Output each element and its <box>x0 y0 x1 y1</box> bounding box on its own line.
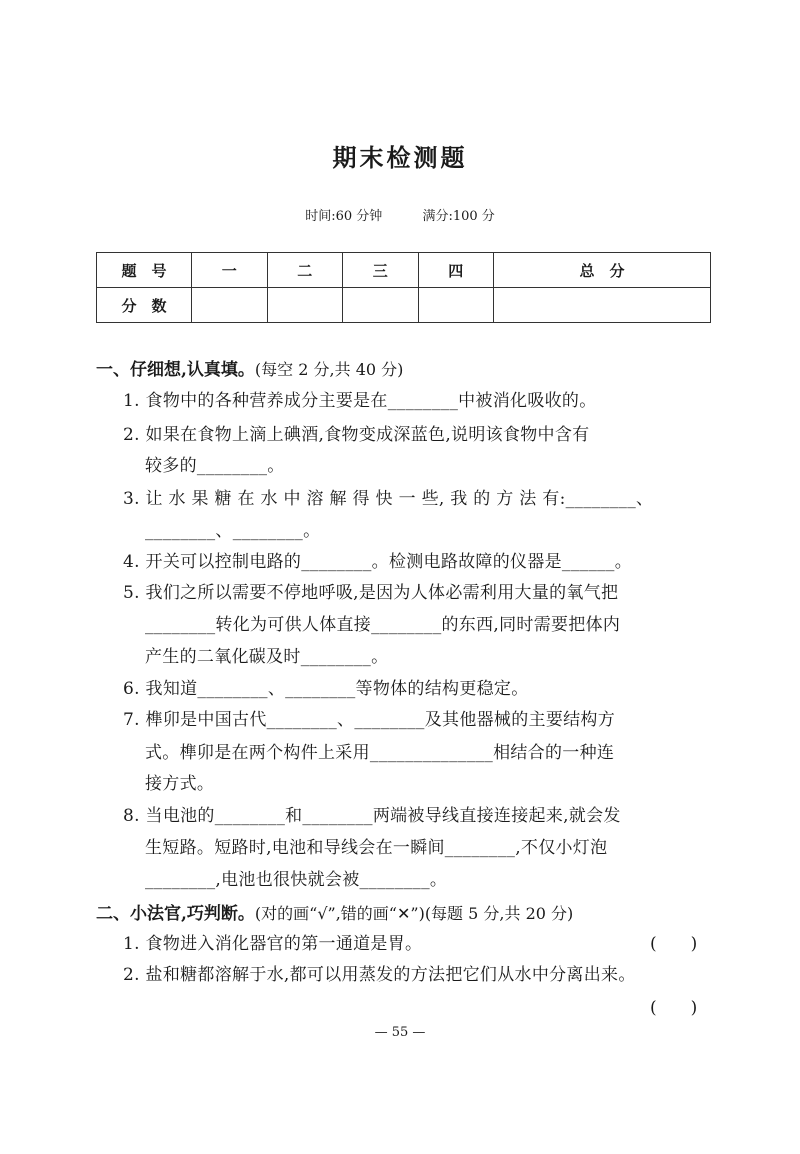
score-cell[interactable] <box>192 288 268 323</box>
score-table <box>96 252 711 323</box>
score-table-score-row <box>97 288 711 323</box>
score-table-header-row <box>97 253 711 288</box>
question-1-7-cont2: 接方式。 <box>145 774 215 794</box>
table-cell: 分 数 <box>97 288 192 323</box>
question-1-8: 8. 当电池的________和________两端被导线直接连接起来,就会发 <box>123 806 621 826</box>
section-2-title: 二、小法官,巧判断。 <box>96 904 255 924</box>
section-2-note: (对的画“√”,错的画“✕”)(每题 5 分,共 20 分) <box>254 904 574 923</box>
section-1-note: (每空 2 分,共 40 分) <box>254 360 404 379</box>
question-1-3: 3. 让 水 果 糖 在 水 中 溶 解 得 快 一 些, 我 的 方 法 有:________、 <box>123 489 654 509</box>
question-2-1: 1. 食物进入消化器官的第一通道是胃。 <box>123 934 423 954</box>
question-1-2: 2. 如果在食物上滴上碘酒,食物变成深蓝色,说明该食物中含有 <box>123 425 590 445</box>
table-cell: 三 <box>343 253 419 288</box>
question-1-7-cont: 式。榫卯是在两个构件上采用______________相结合的一种连 <box>145 743 615 763</box>
question-1-4: 4. 开关可以控制电路的________。检测电路故障的仪器是______。 <box>123 552 633 572</box>
question-1-8-cont: 生短路。短路时,电池和导线会在一瞬间________,不仅小灯泡 <box>145 838 608 858</box>
question-1-8-cont2: ________,电池也很快就会被________。 <box>145 870 448 890</box>
page-title: 期末检测题 <box>332 143 468 172</box>
table-cell: 四 <box>418 253 494 288</box>
question-1-3-cont: ________、________。 <box>145 521 321 541</box>
question-1-6: 6. 我知道________、________等物体的结构更稳定。 <box>123 679 529 699</box>
section-1-heading <box>96 355 403 380</box>
answer-bracket[interactable]: ( ) <box>650 998 698 1018</box>
table-cell: 总 分 <box>494 253 711 288</box>
score-cell[interactable] <box>494 288 711 323</box>
question-1-7: 7. 榫卯是中国古代________、________及其他器械的主要结构方 <box>123 710 616 730</box>
table-cell: 二 <box>267 253 343 288</box>
exam-info <box>0 205 800 224</box>
score-cell[interactable] <box>267 288 343 323</box>
question-1-5: 5. 我们之所以需要不停地呼吸,是因为人体必需利用大量的氧气把 <box>123 583 619 603</box>
question-2-2: 2. 盐和糖都溶解于水,都可以用蒸发的方法把它们从水中分离出来。 <box>123 965 636 985</box>
section-1-title: 一、仔细想,认真填。 <box>96 360 255 380</box>
question-1-5-cont: ________转化为可供人体直接________的东西,同时需要把体内 <box>145 615 621 635</box>
table-cell: 题 号 <box>97 253 192 288</box>
time-limit: 时间:60 分钟 <box>305 209 383 224</box>
question-1-2-cont: 较多的________。 <box>145 456 285 476</box>
table-cell: 一 <box>192 253 268 288</box>
question-1-1: 1. 食物中的各种营养成分主要是在________中被消化吸收的。 <box>123 391 597 411</box>
question-1-5-cont2: 产生的二氧化碳及时________。 <box>145 647 389 667</box>
score-cell[interactable] <box>418 288 494 323</box>
section-2-heading <box>96 899 573 924</box>
answer-bracket[interactable]: ( ) <box>650 934 698 954</box>
page-number: — 55 — <box>374 1025 426 1040</box>
score-cell[interactable] <box>343 288 419 323</box>
full-score: 满分:100 分 <box>422 209 495 224</box>
